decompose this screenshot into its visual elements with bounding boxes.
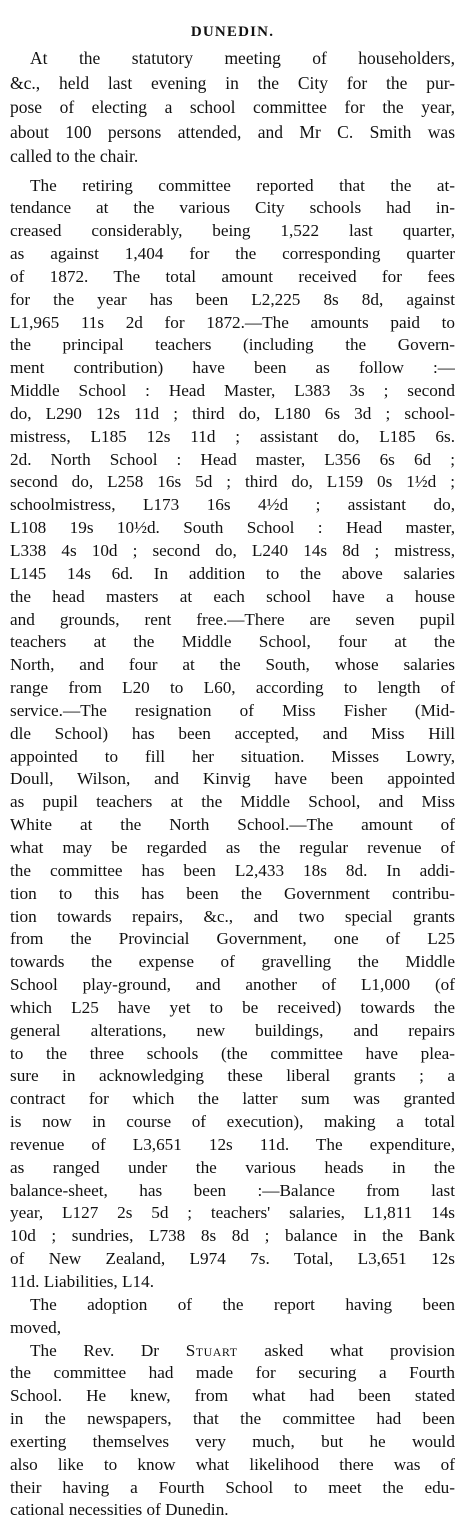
text-line: to the three schools (the committee have plea- — [10, 1043, 455, 1063]
text-line: is now in course of execution), making a total — [10, 1112, 455, 1132]
text-line: 2d. North School : Head master, L356 6s 6d ; — [10, 449, 455, 469]
text-line: L1,965 11s 2d for 1872.—The amounts paid to — [10, 312, 455, 332]
text-line: teachers at the Middle School, four at the — [10, 632, 455, 652]
text-line: service.—The resignation of Miss Fisher (Mid- — [10, 700, 455, 720]
text-line: dle School) has been accepted, and Miss Hill — [10, 723, 455, 743]
text-line: also like to know what likelihood there was of — [10, 1454, 455, 1474]
text-line: North, and four at the South, whose salaries — [10, 655, 455, 675]
text-line: towards the expense of gravelling the Middle — [10, 952, 455, 972]
text-line: School play-ground, and another of L1,000 (of — [10, 975, 455, 995]
article-paragraph — [10, 1340, 455, 1522]
text-line: pose of electing a school committee for the year, — [10, 97, 455, 117]
article-headline: DUNEDIN. — [190, 24, 275, 40]
text-line: as ranged under the various heads in the — [10, 1157, 455, 1177]
text-line: the committee has been L2,433 18s 8d. In addi- — [10, 860, 455, 880]
text-line: the principal teachers (including the Govern- — [10, 335, 455, 355]
text-line: from the Provincial Government, one of L25 — [10, 929, 455, 949]
article-paragraph — [10, 46, 455, 169]
text-line: L145 14s 6d. In addition to the above salaries — [10, 563, 455, 583]
text-line: White at the North School.—The amount of — [10, 815, 455, 835]
text-line: as against 1,404 for the corresponding quarter — [10, 244, 455, 264]
text-line: &c., held last evening in the City for the pur- — [10, 72, 455, 93]
text-line: and grounds, rent free.—There are seven pupil — [10, 609, 455, 629]
text-line: about 100 persons attended, and Mr C. Smith was — [10, 121, 455, 142]
text-line: mistress, L185 12s 11d ; assistant do, L185 6s. — [10, 426, 455, 446]
text-line: what may be regarded as the regular revenue of — [10, 837, 455, 857]
text-line: in the newspapers, that the committee had been — [10, 1409, 455, 1429]
text-line: their having a Fourth School to meet the edu- — [10, 1477, 455, 1497]
text-line: which L25 have yet to be received) towards the — [10, 997, 455, 1017]
text-line: range from L20 to L60, according to length of — [10, 678, 455, 698]
text-line: tion to this has been the Government contribu- — [10, 883, 455, 903]
line-lead-text: The Rev. Dr — [30, 1340, 186, 1360]
text-line: contract for which the latter sum was granted — [10, 1089, 455, 1109]
speaker-name: Stuart — [185, 1340, 238, 1360]
text-line: as pupil teachers at the Middle School, and Miss — [10, 792, 455, 812]
text-line: of New Zealand, L974 7s. Total, L3,651 12s — [10, 1249, 455, 1269]
text-line: general alterations, new buildings, and repairs — [10, 1020, 455, 1040]
text-line: creased considerably, being 1,522 last quarter, — [10, 221, 455, 241]
text-line: The retiring committee reported that the at- — [30, 175, 455, 195]
text-line: Middle School : Head Master, L383 3s ; second — [10, 381, 455, 401]
text-line: At the statutory meeting of householders, — [30, 48, 455, 68]
text-line: second do, L258 16s 5d ; third do, L159 0s 1½d ; — [10, 472, 455, 492]
text-line: balance-sheet, has been :—Balance from last — [10, 1180, 455, 1200]
text-line: 11d. Liabilities, L14. — [10, 1272, 155, 1291]
text-line: do, L290 12s 11d ; third do, L180 6s 3d ; school- — [10, 403, 455, 423]
text-line: ment contribution) have been as follow :— — [10, 358, 455, 378]
text-line: moved, — [10, 1317, 62, 1337]
text-line: appointed to fill her situation. Misses Lowry, — [10, 746, 455, 766]
text-line: L108 19s 10½d. South School : Head master, — [10, 518, 455, 538]
text-line: L338 4s 10d ; second do, L240 14s 8d ; mistress, — [10, 541, 455, 560]
text-line — [10, 1340, 455, 1363]
text-line: for the year has been L2,225 8s 8d, against — [10, 289, 455, 309]
text-line: schoolmistress, L173 16s 4½d ; assistant do, — [10, 495, 455, 515]
text-line: revenue of L3,651 12s 11d. The expenditure, — [10, 1134, 455, 1154]
text-line: cational necessities of Dunedin. — [10, 1500, 229, 1520]
line-tail-text: asked what provision — [237, 1340, 455, 1360]
text-line: tion towards repairs, &c., and two special grants — [10, 906, 455, 926]
text-line: the committee had made for securing a Fourth — [10, 1363, 455, 1383]
text-line: sure in acknowledging these liberal grants ; a — [10, 1066, 455, 1086]
article-paragraph — [10, 175, 455, 1294]
text-line: School. He knew, from what had been stated — [10, 1386, 455, 1406]
text-line: called to the chair. — [10, 146, 139, 166]
text-line: Doull, Wilson, and Kinvig have been appointed — [10, 769, 455, 789]
text-line: of 1872. The total amount received for fees — [10, 266, 455, 286]
text-line: tendance at the various City schools had in- — [10, 198, 455, 218]
article-paragraph — [10, 1294, 455, 1340]
text-line: The adoption of the report having been — [30, 1294, 455, 1314]
text-line: 10d ; sundries, L738 8s 8d ; balance in the Bank — [10, 1226, 455, 1246]
text-line: the head masters at each school have a house — [10, 586, 455, 606]
text-line: year, L127 2s 5d ; teachers' salaries, L1,811 14s — [10, 1203, 455, 1223]
text-line: exerting themselves very much, but he would — [10, 1431, 455, 1451]
